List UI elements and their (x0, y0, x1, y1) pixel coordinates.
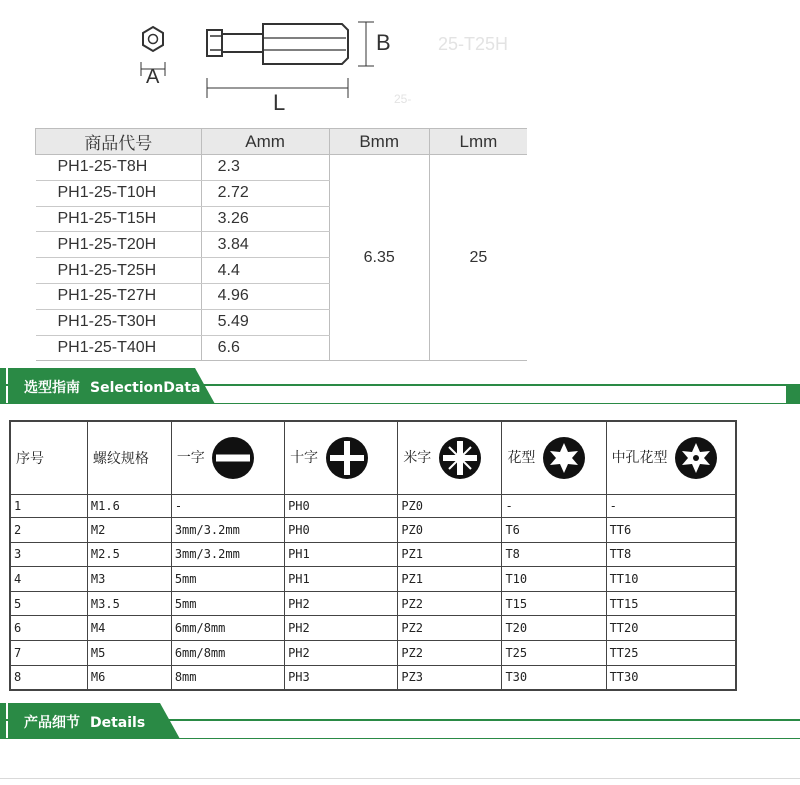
banner-title-cn: 选型指南 (24, 380, 80, 396)
bit-dimension-drawing (130, 10, 550, 125)
cell-phillips: PH2 (285, 616, 398, 641)
table-row (10, 640, 736, 665)
cell-code: PH1-25-T40H (36, 335, 202, 361)
spec-table-header (36, 129, 528, 155)
slotted-icon (211, 436, 255, 480)
cell-code: PH1-25-T25H (36, 258, 202, 284)
cell-amm: 3.84 (201, 232, 329, 258)
cell-amm: 2.72 (201, 180, 329, 206)
cell-amm: 4.96 (201, 283, 329, 309)
table-row (10, 518, 736, 543)
cell-torx: T20 (502, 616, 606, 641)
table-row (10, 567, 736, 592)
cell-index: 4 (10, 567, 87, 592)
cell-pozidriv: PZ1 (398, 567, 502, 592)
cell-slotted: 3mm/3.2mm (171, 518, 284, 543)
spec-table (35, 128, 527, 361)
cell-lmm: 25 (429, 155, 527, 361)
cell-phillips: PH2 (285, 640, 398, 665)
cell-tamper-torx: TT15 (606, 591, 736, 616)
cell-phillips: PH3 (285, 665, 398, 690)
cell-tamper-torx: TT8 (606, 542, 736, 567)
cell-torx: T25 (502, 640, 606, 665)
header-bmm: Bmm (329, 129, 429, 155)
header-amm: Amm (201, 129, 329, 155)
cell-pozidriv: PZ1 (398, 542, 502, 567)
header-tamper-torx: 中孔花型 (606, 421, 736, 495)
cell-torx: T8 (502, 542, 606, 567)
header-torx: 花型 (502, 421, 606, 495)
cell-thread: M6 (87, 665, 171, 690)
banner-title-en: Details (90, 715, 146, 731)
table-row (10, 542, 736, 567)
cell-index: 8 (10, 665, 87, 690)
cell-code: PH1-25-T15H (36, 206, 202, 232)
cell-thread: M2.5 (87, 542, 171, 567)
banner-title-cn: 产品细节 (24, 715, 80, 731)
table-row (10, 591, 736, 616)
banner-title (24, 712, 145, 732)
dimension-l-label: L (273, 90, 286, 115)
dimension-a-label: A (146, 66, 160, 88)
cell-pozidriv: PZ3 (398, 665, 502, 690)
header-slotted: 一字 (171, 421, 284, 495)
cell-amm: 3.26 (201, 206, 329, 232)
cell-code: PH1-25-T30H (36, 309, 202, 335)
divider (0, 778, 800, 779)
tamper-torx-icon (674, 436, 718, 480)
cell-torx: T30 (502, 665, 606, 690)
cell-pozidriv: PZ2 (398, 616, 502, 641)
watermark-text-small: 25- (394, 92, 412, 106)
cell-slotted: 5mm (171, 567, 284, 592)
table-row (10, 616, 736, 641)
table-row (36, 155, 528, 181)
cell-code: PH1-25-T8H (36, 155, 202, 181)
cell-bmm: 6.35 (329, 155, 429, 361)
cell-torx: T10 (502, 567, 606, 592)
phillips-icon (325, 436, 369, 480)
watermark-text: 25-T25H (438, 34, 509, 54)
cell-thread: M3 (87, 567, 171, 592)
cell-pozidriv: PZ2 (398, 591, 502, 616)
section-banner-selection (0, 368, 800, 406)
header-thread: 螺纹规格 (87, 421, 171, 495)
cell-code: PH1-25-T20H (36, 232, 202, 258)
cell-tamper-torx: TT10 (606, 567, 736, 592)
cell-phillips: PH1 (285, 542, 398, 567)
cell-code: PH1-25-T27H (36, 283, 202, 309)
selection-table-header (10, 421, 736, 495)
cell-tamper-torx: TT30 (606, 665, 736, 690)
cell-index: 6 (10, 616, 87, 641)
cell-tamper-torx: - (606, 495, 736, 518)
table-row (10, 495, 736, 518)
cell-index: 7 (10, 640, 87, 665)
cell-slotted: 6mm/8mm (171, 616, 284, 641)
cell-phillips: PH0 (285, 495, 398, 518)
header-lmm: Lmm (429, 129, 527, 155)
cell-pozidriv: PZ0 (398, 495, 502, 518)
banner-title (24, 377, 200, 397)
cell-slotted: 6mm/8mm (171, 640, 284, 665)
header-phillips: 十字 (285, 421, 398, 495)
cell-thread: M3.5 (87, 591, 171, 616)
cell-pozidriv: PZ0 (398, 518, 502, 543)
cell-thread: M1.6 (87, 495, 171, 518)
cell-torx: T15 (502, 591, 606, 616)
bit-outline-drawing (130, 10, 550, 125)
cell-index: 2 (10, 518, 87, 543)
cell-amm: 4.4 (201, 258, 329, 284)
banner-title-en: SelectionData (90, 380, 201, 396)
cell-thread: M4 (87, 616, 171, 641)
cell-slotted: - (171, 495, 284, 518)
cell-slotted: 5mm (171, 591, 284, 616)
cell-slotted: 8mm (171, 665, 284, 690)
pozidriv-icon (438, 436, 482, 480)
cell-amm: 6.6 (201, 335, 329, 361)
cell-phillips: PH0 (285, 518, 398, 543)
header-index: 序号 (10, 421, 87, 495)
table-row (10, 665, 736, 690)
cell-torx: - (502, 495, 606, 518)
cell-tamper-torx: TT25 (606, 640, 736, 665)
cell-thread: M5 (87, 640, 171, 665)
cell-amm: 5.49 (201, 309, 329, 335)
cell-amm: 2.3 (201, 155, 329, 181)
cell-phillips: PH2 (285, 591, 398, 616)
cell-index: 3 (10, 542, 87, 567)
cell-slotted: 3mm/3.2mm (171, 542, 284, 567)
cell-torx: T6 (502, 518, 606, 543)
header-code: 商品代号 (36, 129, 202, 155)
cell-phillips: PH1 (285, 567, 398, 592)
torx-icon (542, 436, 586, 480)
cell-thread: M2 (87, 518, 171, 543)
selection-table (9, 420, 737, 691)
cell-index: 1 (10, 495, 87, 518)
cell-tamper-torx: TT6 (606, 518, 736, 543)
header-pozidriv: 米字 (398, 421, 502, 495)
cell-pozidriv: PZ2 (398, 640, 502, 665)
cell-index: 5 (10, 591, 87, 616)
cell-code: PH1-25-T10H (36, 180, 202, 206)
cell-tamper-torx: TT20 (606, 616, 736, 641)
dimension-b-label: B (376, 30, 391, 55)
section-banner-details (0, 703, 800, 741)
